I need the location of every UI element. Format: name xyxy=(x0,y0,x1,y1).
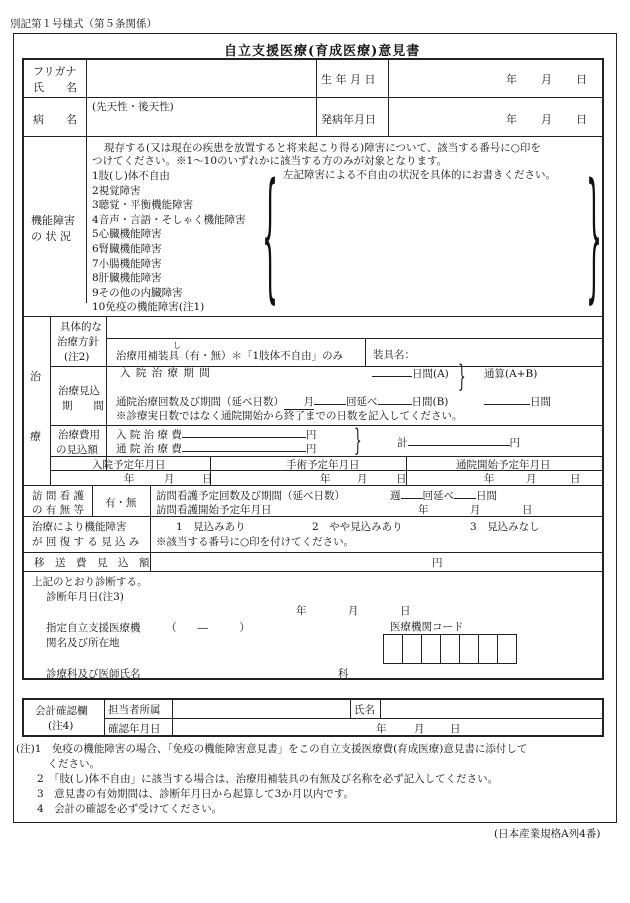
disability-item[interactable]: 6腎臓機能障害 xyxy=(92,243,162,255)
nursing-label-2: の 有 無 等 xyxy=(32,504,85,516)
page-title: 自立支援医療(育成医療)意見書 xyxy=(224,44,421,59)
diagnosis-date-label: 診断年月日(注3) xyxy=(46,591,124,603)
days-b-label: 日間(B) xyxy=(411,396,449,408)
outpatient-cost-label: 通 院 治 療 費 xyxy=(116,443,182,455)
code-digit-box[interactable] xyxy=(497,634,517,664)
institution-number-field[interactable]: （ ― ） xyxy=(166,622,250,634)
times-unit: 回延べ xyxy=(422,490,454,502)
disability-item[interactable]: 7小腸機能障害 xyxy=(92,257,162,270)
period-note: ※診療実日数ではなく通院開始から終了までの日数を記入してください。 xyxy=(116,410,463,422)
day-unit: 日 xyxy=(570,473,581,485)
nursing-visits-label: 訪問看護予定回数及び期間（延べ日数） xyxy=(156,490,345,502)
days-unit: 日間 xyxy=(476,490,497,502)
total-brace: } xyxy=(458,359,466,394)
institution-code-label: 医療機関コード xyxy=(390,621,464,633)
furigana-label: フリガナ xyxy=(33,65,77,78)
person-dept-field[interactable] xyxy=(176,700,346,718)
month-unit: 月 xyxy=(357,473,368,485)
year-unit: 年 xyxy=(506,73,517,86)
note-line: 4 会計の確認を必ず受けてください。 xyxy=(16,803,223,815)
open-brace: { xyxy=(262,154,279,317)
accounting-label-2: (注4) xyxy=(48,720,74,732)
disability-intro-2: つけてください。※1〜10のいずれかに該当する方のみが対象となります。 xyxy=(92,155,448,167)
month-unit: 月 xyxy=(470,504,481,516)
disability-intro: 現存する(又は現在の疾患を放置すると将来起こり得る)障害について、該当する番号に○印を xyxy=(104,142,541,154)
days-total-label: 日間 xyxy=(530,396,551,408)
birth-date-field[interactable] xyxy=(392,70,600,88)
recovery-label-2: が 回 復 す る 見 込 み xyxy=(32,536,140,548)
dept-unit: 科 xyxy=(338,668,349,680)
code-digit-box[interactable] xyxy=(440,634,460,664)
day-unit: 日 xyxy=(400,605,411,617)
transport-cost-field[interactable] xyxy=(156,553,426,571)
plan-label-3: (注2) xyxy=(64,351,90,363)
department-doctor-label: 診療科及び医師氏名 xyxy=(46,668,141,680)
total-label: 通算(A+B) xyxy=(484,368,538,380)
day-unit: 日 xyxy=(522,504,533,516)
treatment-label-2: 療 xyxy=(30,430,41,443)
doctor-name-field[interactable] xyxy=(150,664,330,682)
note-line: ください。 xyxy=(16,758,100,770)
month-unit: 月 xyxy=(541,73,552,86)
recovery-note: ※該当する番号に○印を付けてください。 xyxy=(156,536,355,548)
onset-date-label: 発病年月日 xyxy=(321,113,376,126)
admission-date-label: 入院予定年月日 xyxy=(92,459,166,471)
name-label: 氏 名 xyxy=(33,81,77,94)
yen-unit: 円 xyxy=(509,437,520,449)
note-line: (注)1 免疫の機能障害の場合、「免疫の機能障害意見書」をこの自立支援医療費(育成医療)意見書に添付して xyxy=(16,743,528,755)
yen-unit: 円 xyxy=(432,557,443,569)
cost-brace: } xyxy=(354,423,362,458)
cost-label-1: 治療費用 xyxy=(58,429,100,441)
day-unit: 日 xyxy=(576,73,587,86)
day-unit: 日 xyxy=(576,113,587,126)
ruby-text: し xyxy=(173,341,181,350)
disability-item[interactable]: 8肝臓機能障害 xyxy=(92,272,162,285)
code-digit-box[interactable] xyxy=(383,634,403,664)
year-unit: 年 xyxy=(418,504,429,516)
form-number: 別記第１号様式（第５条関係） xyxy=(10,18,157,30)
month-unit: 月 xyxy=(526,473,537,485)
disability-label-1: 機能障害 xyxy=(31,214,75,227)
month-unit: 月 xyxy=(348,605,359,617)
device-name-field[interactable] xyxy=(420,344,600,362)
person-dept-label: 担当者所属 xyxy=(108,704,161,716)
transport-label: 移 送 費 見 込 額 xyxy=(34,557,150,569)
disease-label: 病 名 xyxy=(33,113,77,126)
code-digit-box[interactable] xyxy=(459,634,479,664)
brace-device-text: 治療用補装具（有・無）＊「1肢体不自由」のみ xyxy=(116,350,344,362)
plan-label-1: 具体的な xyxy=(60,321,102,333)
disease-field[interactable] xyxy=(90,114,312,132)
day-unit: 日 xyxy=(450,723,461,735)
birth-date-label: 生 年 月 日 xyxy=(321,73,376,86)
device-name-label: 装具名： xyxy=(373,349,415,361)
recovery-option-3[interactable]: 3 見込みなし xyxy=(470,521,540,533)
recovery-label-1: 治療により機能障害 xyxy=(32,521,127,533)
code-digit-box[interactable] xyxy=(402,634,422,664)
year-unit: 年 xyxy=(484,473,495,485)
note-line: 2 「肢(し)体不自由」に該当する場合は、治療用補装具の有無及び名称を必ず記入してください。 xyxy=(16,773,499,785)
person-name-label: 氏名 xyxy=(354,704,375,716)
confirm-date-label: 確認年月日 xyxy=(108,723,161,735)
outpatient-start-label: 通院開始予定年月日 xyxy=(456,459,551,471)
disability-item[interactable]: 10免疫の機能障害(注1) xyxy=(92,301,205,314)
code-digit-box[interactable] xyxy=(478,634,498,664)
day-unit: 日 xyxy=(202,473,213,485)
period-label-1: 治療見込 xyxy=(58,385,100,397)
treatment-label-1: 治 xyxy=(30,370,41,383)
disability-item[interactable]: 2視覚障害 xyxy=(92,184,141,197)
disability-item[interactable]: 3聴覚・平衡機能障害 xyxy=(92,199,194,212)
disability-item[interactable]: 5心臓機能障害 xyxy=(92,228,162,241)
year-unit: 年 xyxy=(320,473,331,485)
treatment-plan-field[interactable] xyxy=(112,320,600,338)
code-digit-box[interactable] xyxy=(421,634,441,664)
year-unit: 年 xyxy=(376,723,387,735)
standard-note: (日本産業規格A列4番) xyxy=(494,828,601,840)
period-label-2: 期 間 xyxy=(62,400,104,412)
nursing-start-label: 訪問看護開始予定年月日 xyxy=(156,504,272,516)
plan-label-2: 治療方針 xyxy=(57,336,99,348)
name-field[interactable] xyxy=(90,78,312,96)
note-line: 3 意見書の有効期間は、診断年月日から起算して3か月以内です。 xyxy=(16,788,355,800)
onset-date-field[interactable] xyxy=(392,110,600,128)
diagnosis-statement: 上記のとおり診断する。 xyxy=(32,576,148,588)
disability-item[interactable]: 9その他の内臓障害 xyxy=(92,286,183,299)
times-unit: 回延べ xyxy=(346,396,378,408)
person-name-field[interactable] xyxy=(384,700,598,718)
disability-item[interactable]: 4音声・言語・そしゃく機能障害 xyxy=(92,213,246,226)
disability-item[interactable]: 1肢(し)体不自由 xyxy=(92,170,170,182)
disability-detail-note: 左記障害による不自由の状況を具体的にお書きください。 xyxy=(283,169,556,181)
institution-label: 指定自立支援医療機 xyxy=(46,622,141,634)
yen-unit: 円 xyxy=(305,443,317,455)
institution-address-field[interactable] xyxy=(150,634,370,652)
week-unit: 週 xyxy=(390,490,401,502)
day-unit: 日 xyxy=(396,473,407,485)
recovery-option-1[interactable]: 1 見込みあり xyxy=(176,521,246,533)
month-unit: 月 xyxy=(284,394,314,410)
year-unit: 年 xyxy=(506,113,517,126)
yen-unit: 円 xyxy=(305,429,317,441)
institution-label-2: 関名及び所在地 xyxy=(46,637,120,649)
accounting-label-1: 会計確認欄 xyxy=(35,705,88,717)
disability-detail-field[interactable] xyxy=(283,183,583,311)
inpatient-period-label: 入 院 治 療 期 間 xyxy=(120,367,211,379)
month-unit: 月 xyxy=(414,723,425,735)
surgery-date-label: 手術予定年月日 xyxy=(286,459,360,471)
year-unit: 年 xyxy=(296,605,307,617)
close-brace: } xyxy=(586,154,603,317)
disability-label-2: の 状 況 xyxy=(31,230,71,243)
inpatient-cost-label: 入 院 治 療 費 xyxy=(116,429,182,441)
outpatient-period-label: 通院治療回数及び期間（延べ日数） xyxy=(116,396,284,408)
cost-label-2: の見込額 xyxy=(56,444,98,456)
recovery-option-2[interactable]: 2 やや見込みあり xyxy=(312,521,403,533)
month-unit: 月 xyxy=(164,473,175,485)
year-unit: 年 xyxy=(124,473,135,485)
month-unit: 月 xyxy=(541,113,552,126)
nursing-label-1: 訪 問 看 護 xyxy=(32,490,85,502)
days-a-label: 日間(A) xyxy=(412,368,449,380)
nursing-yes-no[interactable]: 有・無 xyxy=(105,497,137,509)
sum-label: 計 xyxy=(397,437,408,449)
disease-type-note: (先天性・後天性) xyxy=(92,101,174,113)
